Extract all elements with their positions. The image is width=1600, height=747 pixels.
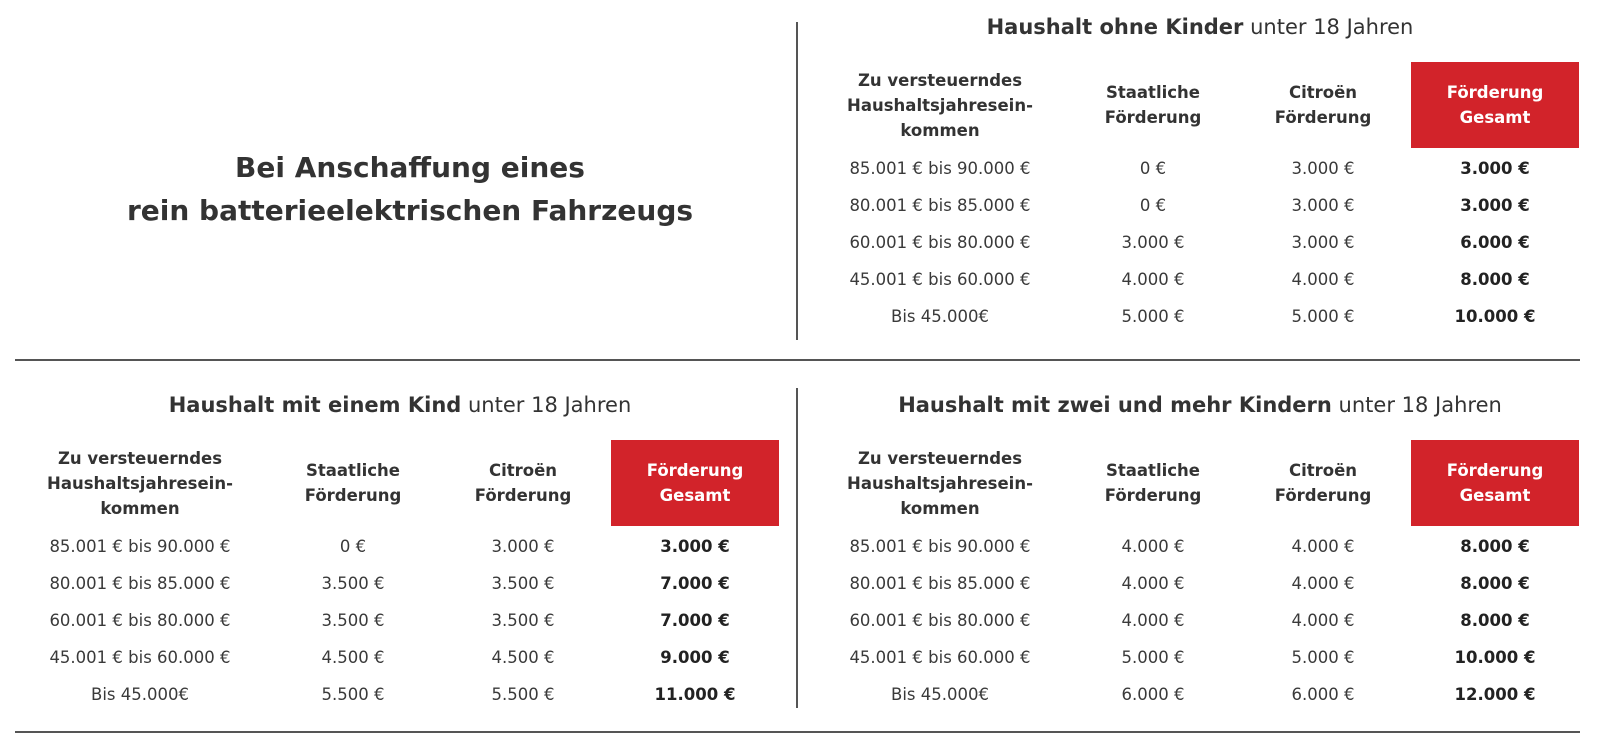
citroen-funding-cell: 3.000 € <box>491 537 555 556</box>
income-cell: 45.001 € bis 60.000 € <box>49 648 231 667</box>
column-header-income-line: Zu versteuerndes <box>57 448 223 468</box>
table-household-no-children <box>810 12 1590 332</box>
table-title-bold: Haushalt mit einem Kind <box>168 393 462 417</box>
total-funding-cell: 3.000 € <box>1460 159 1530 178</box>
income-cell: 85.001 € bis 90.000 € <box>849 537 1031 556</box>
state-funding-cell: 5.000 € <box>1121 648 1185 667</box>
table-title <box>810 12 1590 42</box>
total-funding-cell: 3.000 € <box>1460 196 1530 215</box>
citroen-funding-cell: 4.000 € <box>1291 574 1355 593</box>
column-header-total-funding-line: Gesamt <box>1459 108 1531 127</box>
column-header-income <box>820 442 1060 524</box>
citroen-funding-cell: 5.500 € <box>491 685 555 704</box>
column-header-income-line: kommen <box>900 498 980 518</box>
citroen-funding-cell: 5.000 € <box>1291 307 1355 326</box>
column-header-total-funding-text <box>647 458 744 508</box>
column-header-state-funding-text <box>305 458 402 508</box>
table-title <box>810 390 1590 420</box>
citroen-funding-cell: 3.500 € <box>491 611 555 630</box>
table-title-bold: Haushalt mit zwei und mehr Kindern <box>898 393 1332 417</box>
column-header-citroen-funding <box>1243 442 1403 524</box>
column-header-citroen-funding-line: Förderung <box>1274 486 1372 505</box>
column-header-citroen-funding <box>443 442 603 524</box>
state-funding-cell: 0 € <box>1139 196 1167 215</box>
citroen-funding-cell: 6.000 € <box>1291 685 1355 704</box>
column-header-citroen-funding <box>1243 64 1403 146</box>
column-header-citroen-funding-text <box>1275 458 1372 508</box>
horizontal-divider-middle <box>15 359 1580 361</box>
income-cell: 85.001 € bis 90.000 € <box>49 537 231 556</box>
citroen-funding-cell: 3.000 € <box>1291 159 1355 178</box>
income-cell: 80.001 € bis 85.000 € <box>849 196 1031 215</box>
column-header-income-line: Haushaltsjahresein- <box>847 95 1033 115</box>
citroen-funding-cell: 3.000 € <box>1291 233 1355 252</box>
citroen-funding-cell: 3.000 € <box>1291 196 1355 215</box>
column-header-total-funding-text <box>1447 80 1544 130</box>
column-header-total-funding-line: Förderung <box>646 461 744 480</box>
income-cell: 80.001 € bis 85.000 € <box>49 574 231 593</box>
column-header-total-funding <box>611 440 779 526</box>
column-header-citroen-funding-line: Förderung <box>1274 108 1372 127</box>
column-header-state-funding-line: Förderung <box>1104 486 1202 505</box>
column-header-total-funding-line: Förderung <box>1446 83 1544 102</box>
column-header-state-funding-line: Förderung <box>1104 108 1202 127</box>
column-header-income-text <box>847 68 1033 143</box>
column-header-state-funding-line: Förderung <box>304 486 402 505</box>
citroen-funding-cell: 3.500 € <box>491 574 555 593</box>
total-funding-cell: 6.000 € <box>1460 233 1530 252</box>
column-header-state-funding <box>1073 64 1233 146</box>
column-header-state-funding <box>1073 442 1233 524</box>
column-header-income-line: Haushaltsjahresein- <box>847 473 1033 493</box>
state-funding-cell: 3.500 € <box>321 574 385 593</box>
column-header-income-line: Haushaltsjahresein- <box>47 473 233 493</box>
headline-line-1: Bei Anschaffung eines <box>235 151 585 184</box>
citroen-funding-cell: 4.500 € <box>491 648 555 667</box>
income-cell: 45.001 € bis 60.000 € <box>849 648 1031 667</box>
income-cell: 85.001 € bis 90.000 € <box>849 159 1031 178</box>
total-funding-cell: 8.000 € <box>1460 574 1530 593</box>
table-title-rest: unter 18 Jahren <box>1338 393 1502 417</box>
income-cell: 60.001 € bis 80.000 € <box>49 611 231 630</box>
citroen-funding-cell: 4.000 € <box>1291 537 1355 556</box>
column-header-state-funding-text <box>1105 458 1202 508</box>
column-header-state-funding <box>273 442 433 524</box>
horizontal-divider-bottom <box>15 731 1580 733</box>
table-title-bold: Haushalt ohne Kinder <box>986 15 1244 39</box>
table-title-rest: unter 18 Jahren <box>1250 15 1414 39</box>
total-funding-cell: 3.000 € <box>660 537 730 556</box>
column-header-total-funding-line: Förderung <box>1446 461 1544 480</box>
column-header-citroen-funding-text <box>1275 80 1372 130</box>
citroen-funding-cell: 5.000 € <box>1291 648 1355 667</box>
total-funding-cell: 8.000 € <box>1460 270 1530 289</box>
income-cell: 45.001 € bis 60.000 € <box>849 270 1031 289</box>
total-funding-cell: 9.000 € <box>660 648 730 667</box>
column-header-income <box>820 64 1060 146</box>
state-funding-cell: 4.000 € <box>1121 537 1185 556</box>
total-funding-cell: 8.000 € <box>1460 537 1530 556</box>
column-header-state-funding-line: Staatliche <box>1106 83 1200 102</box>
income-cell: 80.001 € bis 85.000 € <box>849 574 1031 593</box>
state-funding-cell: 5.000 € <box>1121 307 1185 326</box>
citroen-funding-cell: 4.000 € <box>1291 611 1355 630</box>
income-cell: Bis 45.000€ <box>91 685 189 704</box>
column-header-income-line: Zu versteuerndes <box>857 448 1023 468</box>
state-funding-cell: 0 € <box>1139 159 1167 178</box>
column-header-income-line: Zu versteuerndes <box>857 70 1023 90</box>
column-header-income <box>20 442 260 524</box>
column-header-state-funding-line: Staatliche <box>306 461 400 480</box>
column-header-citroen-funding-line: Citroën <box>1288 461 1358 480</box>
column-header-citroen-funding-text <box>475 458 572 508</box>
column-header-citroen-funding-line: Förderung <box>474 486 572 505</box>
citroen-funding-cell: 4.000 € <box>1291 270 1355 289</box>
state-funding-cell: 5.500 € <box>321 685 385 704</box>
state-funding-cell: 6.000 € <box>1121 685 1185 704</box>
column-header-total-funding-line: Gesamt <box>659 486 731 505</box>
table-title <box>10 390 790 420</box>
state-funding-cell: 4.000 € <box>1121 574 1185 593</box>
state-funding-cell: 4.000 € <box>1121 270 1185 289</box>
headline <box>10 146 810 232</box>
table-title-rest: unter 18 Jahren <box>468 393 632 417</box>
column-header-income-text <box>47 446 233 521</box>
income-cell: Bis 45.000€ <box>891 685 989 704</box>
column-header-income-text <box>847 446 1033 521</box>
column-header-state-funding-line: Staatliche <box>1106 461 1200 480</box>
total-funding-cell: 10.000 € <box>1454 648 1536 667</box>
headline-line-2: rein batterieelektrischen Fahrzeugs <box>126 194 694 227</box>
column-header-income-line: kommen <box>900 120 980 140</box>
column-header-income-line: kommen <box>100 498 180 518</box>
column-header-state-funding-text <box>1105 80 1202 130</box>
column-header-total-funding-text <box>1447 458 1544 508</box>
total-funding-cell: 11.000 € <box>654 685 736 704</box>
column-header-total-funding <box>1411 62 1579 148</box>
state-funding-cell: 4.500 € <box>321 648 385 667</box>
column-header-total-funding-line: Gesamt <box>1459 486 1531 505</box>
column-header-citroen-funding-line: Citroën <box>488 461 558 480</box>
total-funding-cell: 7.000 € <box>660 611 730 630</box>
income-cell: 60.001 € bis 80.000 € <box>849 233 1031 252</box>
table-household-one-child <box>10 390 790 710</box>
income-cell: 60.001 € bis 80.000 € <box>849 611 1031 630</box>
total-funding-cell: 7.000 € <box>660 574 730 593</box>
column-header-citroen-funding-line: Citroën <box>1288 83 1358 102</box>
state-funding-cell: 0 € <box>339 537 367 556</box>
column-header-total-funding <box>1411 440 1579 526</box>
total-funding-cell: 10.000 € <box>1454 307 1536 326</box>
state-funding-cell: 3.500 € <box>321 611 385 630</box>
state-funding-cell: 4.000 € <box>1121 611 1185 630</box>
state-funding-cell: 3.000 € <box>1121 233 1185 252</box>
table-household-two-or-more-children <box>810 390 1590 710</box>
total-funding-cell: 12.000 € <box>1454 685 1536 704</box>
vertical-divider-top <box>796 22 798 340</box>
income-cell: Bis 45.000€ <box>891 307 989 326</box>
total-funding-cell: 8.000 € <box>1460 611 1530 630</box>
